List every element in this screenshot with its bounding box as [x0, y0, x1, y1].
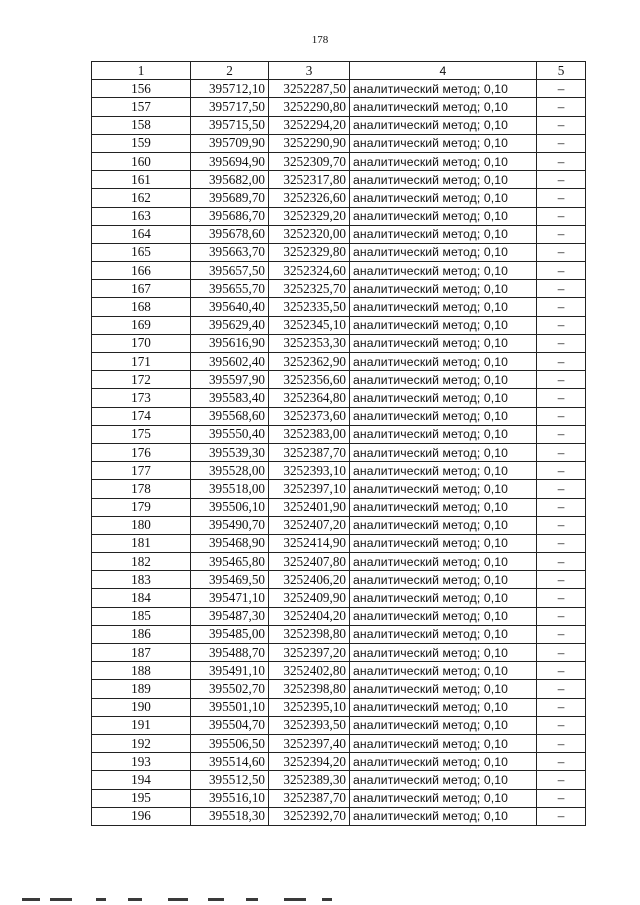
note-cell: –: [537, 789, 586, 807]
table-row: [92, 134, 586, 152]
method-accuracy-cell: аналитический метод; 0,10: [350, 534, 537, 552]
column-header-3: 3: [269, 62, 350, 80]
point-number-cell: 184: [92, 589, 191, 607]
point-number-cell: 192: [92, 734, 191, 752]
column-header-5: 5: [537, 62, 586, 80]
table-row: [92, 571, 586, 589]
table-row: [92, 98, 586, 116]
note-cell: –: [537, 353, 586, 371]
point-number-cell: 195: [92, 789, 191, 807]
x-coordinate-cell: 395678,60: [191, 225, 269, 243]
note-cell: –: [537, 407, 586, 425]
point-number-cell: 185: [92, 607, 191, 625]
method-accuracy-cell: аналитический метод; 0,10: [350, 644, 537, 662]
note-cell: –: [537, 553, 586, 571]
note-cell: –: [537, 371, 586, 389]
note-cell: –: [537, 607, 586, 625]
method-accuracy-cell: аналитический метод; 0,10: [350, 152, 537, 170]
note-cell: –: [537, 207, 586, 225]
note-cell: –: [537, 534, 586, 552]
note-cell: –: [537, 189, 586, 207]
y-coordinate-cell: 3252325,70: [269, 280, 350, 298]
table-row: [92, 589, 586, 607]
x-coordinate-cell: 395506,50: [191, 734, 269, 752]
table-row: [92, 407, 586, 425]
method-accuracy-cell: аналитический метод; 0,10: [350, 116, 537, 134]
note-cell: –: [537, 644, 586, 662]
table-row: [92, 80, 586, 98]
method-accuracy-cell: аналитический метод; 0,10: [350, 662, 537, 680]
note-cell: –: [537, 462, 586, 480]
table-row: [92, 534, 586, 552]
table-header: [92, 62, 586, 80]
table-row: [92, 280, 586, 298]
column-header-2: 2: [191, 62, 269, 80]
x-coordinate-cell: 395655,70: [191, 280, 269, 298]
point-number-cell: 160: [92, 152, 191, 170]
method-accuracy-cell: аналитический метод; 0,10: [350, 371, 537, 389]
y-coordinate-cell: 3252373,60: [269, 407, 350, 425]
point-number-cell: 171: [92, 353, 191, 371]
y-coordinate-cell: 3252392,70: [269, 807, 350, 825]
table-row: [92, 807, 586, 825]
point-number-cell: 165: [92, 243, 191, 261]
note-cell: –: [537, 80, 586, 98]
table-row: [92, 207, 586, 225]
point-number-cell: 179: [92, 498, 191, 516]
method-accuracy-cell: аналитический метод; 0,10: [350, 389, 537, 407]
note-cell: –: [537, 134, 586, 152]
note-cell: –: [537, 662, 586, 680]
y-coordinate-cell: 3252309,70: [269, 152, 350, 170]
method-accuracy-cell: аналитический метод; 0,10: [350, 443, 537, 461]
x-coordinate-cell: 395694,90: [191, 152, 269, 170]
y-coordinate-cell: 3252335,50: [269, 298, 350, 316]
point-number-cell: 175: [92, 425, 191, 443]
table-row: [92, 425, 586, 443]
method-accuracy-cell: аналитический метод; 0,10: [350, 407, 537, 425]
method-accuracy-cell: аналитический метод; 0,10: [350, 807, 537, 825]
method-accuracy-cell: аналитический метод; 0,10: [350, 425, 537, 443]
point-number-cell: 177: [92, 462, 191, 480]
point-number-cell: 168: [92, 298, 191, 316]
footer-scan-marks: [0, 895, 640, 905]
y-coordinate-cell: 3252397,10: [269, 480, 350, 498]
note-cell: –: [537, 498, 586, 516]
x-coordinate-cell: 395512,50: [191, 771, 269, 789]
table-row: [92, 225, 586, 243]
x-coordinate-cell: 395465,80: [191, 553, 269, 571]
method-accuracy-cell: аналитический метод; 0,10: [350, 225, 537, 243]
header-row: [92, 62, 586, 80]
note-cell: –: [537, 425, 586, 443]
y-coordinate-cell: 3252362,90: [269, 353, 350, 371]
y-coordinate-cell: 3252404,20: [269, 607, 350, 625]
note-cell: –: [537, 389, 586, 407]
note-cell: –: [537, 243, 586, 261]
x-coordinate-cell: 395518,00: [191, 480, 269, 498]
method-accuracy-cell: аналитический метод; 0,10: [350, 625, 537, 643]
y-coordinate-cell: 3252395,10: [269, 698, 350, 716]
y-coordinate-cell: 3252329,20: [269, 207, 350, 225]
note-cell: –: [537, 316, 586, 334]
method-accuracy-cell: аналитический метод; 0,10: [350, 589, 537, 607]
x-coordinate-cell: 395506,10: [191, 498, 269, 516]
table-row: [92, 243, 586, 261]
table-row: [92, 443, 586, 461]
table-row: [92, 152, 586, 170]
y-coordinate-cell: 3252317,80: [269, 171, 350, 189]
x-coordinate-cell: 395469,50: [191, 571, 269, 589]
y-coordinate-cell: 3252409,90: [269, 589, 350, 607]
table-row: [92, 480, 586, 498]
note-cell: –: [537, 116, 586, 134]
x-coordinate-cell: 395485,00: [191, 625, 269, 643]
point-number-cell: 191: [92, 716, 191, 734]
y-coordinate-cell: 3252389,30: [269, 771, 350, 789]
y-coordinate-cell: 3252407,80: [269, 553, 350, 571]
note-cell: –: [537, 807, 586, 825]
y-coordinate-cell: 3252356,60: [269, 371, 350, 389]
note-cell: –: [537, 171, 586, 189]
point-number-cell: 170: [92, 334, 191, 352]
point-number-cell: 193: [92, 753, 191, 771]
point-number-cell: 163: [92, 207, 191, 225]
method-accuracy-cell: аналитический метод; 0,10: [350, 298, 537, 316]
table-row: [92, 734, 586, 752]
x-coordinate-cell: 395539,30: [191, 443, 269, 461]
method-accuracy-cell: аналитический метод; 0,10: [350, 716, 537, 734]
note-cell: –: [537, 516, 586, 534]
y-coordinate-cell: 3252353,30: [269, 334, 350, 352]
x-coordinate-cell: 395518,30: [191, 807, 269, 825]
x-coordinate-cell: 395528,00: [191, 462, 269, 480]
point-number-cell: 187: [92, 644, 191, 662]
point-number-cell: 162: [92, 189, 191, 207]
x-coordinate-cell: 395597,90: [191, 371, 269, 389]
y-coordinate-cell: 3252407,20: [269, 516, 350, 534]
point-number-cell: 172: [92, 371, 191, 389]
x-coordinate-cell: 395468,90: [191, 534, 269, 552]
table-row: [92, 353, 586, 371]
note-cell: –: [537, 771, 586, 789]
x-coordinate-cell: 395568,60: [191, 407, 269, 425]
table-row: [92, 553, 586, 571]
x-coordinate-cell: 395502,70: [191, 680, 269, 698]
table-row: [92, 371, 586, 389]
note-cell: –: [537, 680, 586, 698]
point-number-cell: 166: [92, 262, 191, 280]
x-coordinate-cell: 395504,70: [191, 716, 269, 734]
table-row: [92, 189, 586, 207]
point-number-cell: 189: [92, 680, 191, 698]
y-coordinate-cell: 3252320,00: [269, 225, 350, 243]
y-coordinate-cell: 3252402,80: [269, 662, 350, 680]
table-row: [92, 698, 586, 716]
point-number-cell: 178: [92, 480, 191, 498]
note-cell: –: [537, 589, 586, 607]
note-cell: –: [537, 334, 586, 352]
method-accuracy-cell: аналитический метод; 0,10: [350, 189, 537, 207]
note-cell: –: [537, 716, 586, 734]
y-coordinate-cell: 3252383,00: [269, 425, 350, 443]
table-row: [92, 334, 586, 352]
note-cell: –: [537, 443, 586, 461]
table-row: [92, 625, 586, 643]
note-cell: –: [537, 152, 586, 170]
point-number-cell: 186: [92, 625, 191, 643]
note-cell: –: [537, 734, 586, 752]
y-coordinate-cell: 3252398,80: [269, 680, 350, 698]
table-row: [92, 316, 586, 334]
coordinates-table: [91, 61, 586, 826]
point-number-cell: 157: [92, 98, 191, 116]
point-number-cell: 169: [92, 316, 191, 334]
x-coordinate-cell: 395602,40: [191, 353, 269, 371]
x-coordinate-cell: 395583,40: [191, 389, 269, 407]
y-coordinate-cell: 3252393,50: [269, 716, 350, 734]
note-cell: –: [537, 480, 586, 498]
table-row: [92, 116, 586, 134]
x-coordinate-cell: 395491,10: [191, 662, 269, 680]
method-accuracy-cell: аналитический метод; 0,10: [350, 480, 537, 498]
method-accuracy-cell: аналитический метод; 0,10: [350, 280, 537, 298]
column-header-1: 1: [92, 62, 191, 80]
y-coordinate-cell: 3252406,20: [269, 571, 350, 589]
point-number-cell: 161: [92, 171, 191, 189]
method-accuracy-cell: аналитический метод; 0,10: [350, 789, 537, 807]
x-coordinate-cell: 395550,40: [191, 425, 269, 443]
table-row: [92, 171, 586, 189]
x-coordinate-cell: 395490,70: [191, 516, 269, 534]
point-number-cell: 190: [92, 698, 191, 716]
note-cell: –: [537, 98, 586, 116]
table-row: [92, 716, 586, 734]
y-coordinate-cell: 3252364,80: [269, 389, 350, 407]
y-coordinate-cell: 3252387,70: [269, 789, 350, 807]
point-number-cell: 194: [92, 771, 191, 789]
note-cell: –: [537, 625, 586, 643]
y-coordinate-cell: 3252345,10: [269, 316, 350, 334]
x-coordinate-cell: 395663,70: [191, 243, 269, 261]
y-coordinate-cell: 3252397,40: [269, 734, 350, 752]
y-coordinate-cell: 3252324,60: [269, 262, 350, 280]
x-coordinate-cell: 395717,50: [191, 98, 269, 116]
x-coordinate-cell: 395501,10: [191, 698, 269, 716]
point-number-cell: 159: [92, 134, 191, 152]
table-row: [92, 662, 586, 680]
table-row: [92, 498, 586, 516]
point-number-cell: 183: [92, 571, 191, 589]
table-row: [92, 680, 586, 698]
method-accuracy-cell: аналитический метод; 0,10: [350, 734, 537, 752]
method-accuracy-cell: аналитический метод; 0,10: [350, 262, 537, 280]
table-row: [92, 516, 586, 534]
point-number-cell: 181: [92, 534, 191, 552]
point-number-cell: 174: [92, 407, 191, 425]
y-coordinate-cell: 3252290,90: [269, 134, 350, 152]
point-number-cell: 164: [92, 225, 191, 243]
table-row: [92, 771, 586, 789]
method-accuracy-cell: аналитический метод; 0,10: [350, 516, 537, 534]
method-accuracy-cell: аналитический метод; 0,10: [350, 316, 537, 334]
note-cell: –: [537, 298, 586, 316]
method-accuracy-cell: аналитический метод; 0,10: [350, 553, 537, 571]
page-number: 178: [311, 34, 329, 46]
method-accuracy-cell: аналитический метод; 0,10: [350, 243, 537, 261]
y-coordinate-cell: 3252401,90: [269, 498, 350, 516]
y-coordinate-cell: 3252287,50: [269, 80, 350, 98]
x-coordinate-cell: 395712,10: [191, 80, 269, 98]
y-coordinate-cell: 3252397,20: [269, 644, 350, 662]
x-coordinate-cell: 395686,70: [191, 207, 269, 225]
table-row: [92, 644, 586, 662]
note-cell: –: [537, 262, 586, 280]
table-body: [92, 80, 586, 826]
point-number-cell: 182: [92, 553, 191, 571]
point-number-cell: 156: [92, 80, 191, 98]
note-cell: –: [537, 280, 586, 298]
y-coordinate-cell: 3252290,80: [269, 98, 350, 116]
point-number-cell: 180: [92, 516, 191, 534]
x-coordinate-cell: 395471,10: [191, 589, 269, 607]
table-row: [92, 753, 586, 771]
method-accuracy-cell: аналитический метод; 0,10: [350, 698, 537, 716]
y-coordinate-cell: 3252393,10: [269, 462, 350, 480]
method-accuracy-cell: аналитический метод; 0,10: [350, 134, 537, 152]
point-number-cell: 173: [92, 389, 191, 407]
x-coordinate-cell: 395488,70: [191, 644, 269, 662]
point-number-cell: 158: [92, 116, 191, 134]
method-accuracy-cell: аналитический метод; 0,10: [350, 98, 537, 116]
note-cell: –: [537, 571, 586, 589]
method-accuracy-cell: аналитический метод; 0,10: [350, 171, 537, 189]
point-number-cell: 196: [92, 807, 191, 825]
table-row: [92, 607, 586, 625]
method-accuracy-cell: аналитический метод; 0,10: [350, 462, 537, 480]
table-row: [92, 262, 586, 280]
point-number-cell: 188: [92, 662, 191, 680]
x-coordinate-cell: 395629,40: [191, 316, 269, 334]
method-accuracy-cell: аналитический метод; 0,10: [350, 80, 537, 98]
method-accuracy-cell: аналитический метод; 0,10: [350, 753, 537, 771]
method-accuracy-cell: аналитический метод; 0,10: [350, 207, 537, 225]
note-cell: –: [537, 698, 586, 716]
point-number-cell: 176: [92, 443, 191, 461]
x-coordinate-cell: 395715,50: [191, 116, 269, 134]
y-coordinate-cell: 3252394,20: [269, 753, 350, 771]
table-row: [92, 389, 586, 407]
y-coordinate-cell: 3252326,60: [269, 189, 350, 207]
x-coordinate-cell: 395616,90: [191, 334, 269, 352]
table-row: [92, 462, 586, 480]
x-coordinate-cell: 395487,30: [191, 607, 269, 625]
table-row: [92, 789, 586, 807]
x-coordinate-cell: 395657,50: [191, 262, 269, 280]
note-cell: –: [537, 225, 586, 243]
y-coordinate-cell: 3252414,90: [269, 534, 350, 552]
x-coordinate-cell: 395682,00: [191, 171, 269, 189]
y-coordinate-cell: 3252398,80: [269, 625, 350, 643]
note-cell: –: [537, 753, 586, 771]
x-coordinate-cell: 395514,60: [191, 753, 269, 771]
y-coordinate-cell: 3252294,20: [269, 116, 350, 134]
method-accuracy-cell: аналитический метод; 0,10: [350, 680, 537, 698]
method-accuracy-cell: аналитический метод; 0,10: [350, 771, 537, 789]
method-accuracy-cell: аналитический метод; 0,10: [350, 571, 537, 589]
method-accuracy-cell: аналитический метод; 0,10: [350, 353, 537, 371]
x-coordinate-cell: 395689,70: [191, 189, 269, 207]
method-accuracy-cell: аналитический метод; 0,10: [350, 498, 537, 516]
table-row: [92, 298, 586, 316]
method-accuracy-cell: аналитический метод; 0,10: [350, 607, 537, 625]
method-accuracy-cell: аналитический метод; 0,10: [350, 334, 537, 352]
x-coordinate-cell: 395709,90: [191, 134, 269, 152]
y-coordinate-cell: 3252387,70: [269, 443, 350, 461]
y-coordinate-cell: 3252329,80: [269, 243, 350, 261]
point-number-cell: 167: [92, 280, 191, 298]
column-header-4: 4: [350, 62, 537, 80]
x-coordinate-cell: 395640,40: [191, 298, 269, 316]
x-coordinate-cell: 395516,10: [191, 789, 269, 807]
